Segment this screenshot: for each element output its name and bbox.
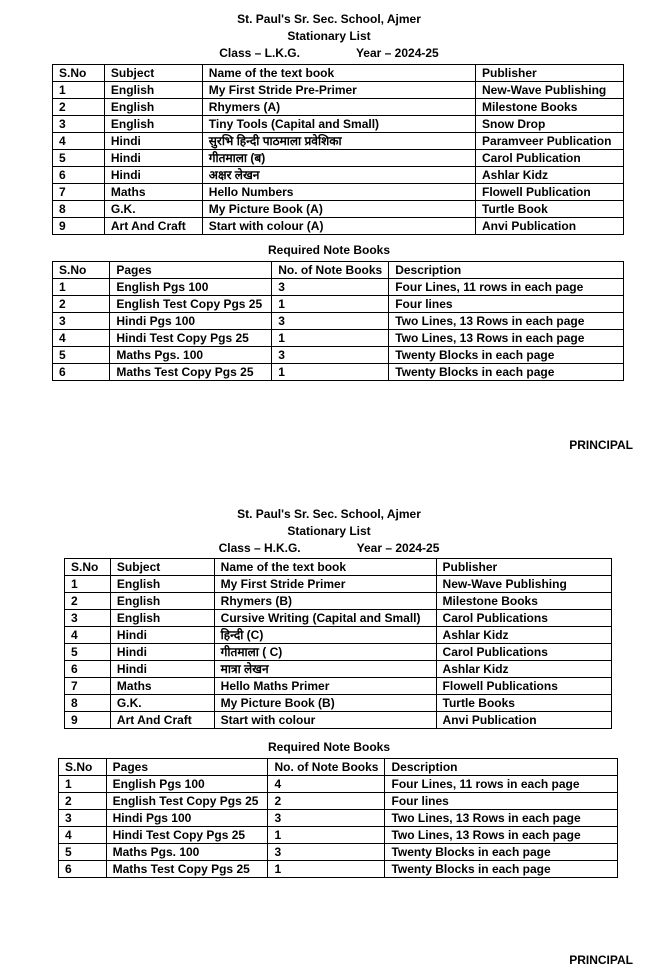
table-row — [65, 627, 612, 644]
table-cell: New-Wave Publishing — [436, 576, 611, 593]
table-cell: 7 — [65, 678, 111, 695]
table-cell: 4 — [53, 330, 110, 347]
table-cell: Ashlar Kidz — [436, 661, 611, 678]
table-cell: Milestone Books — [476, 99, 624, 116]
table-row — [59, 861, 618, 878]
table-cell: My First Stride Pre-Primer — [202, 82, 475, 99]
column-header: Description — [389, 262, 624, 279]
table-cell: गीतमाला ( C) — [214, 644, 436, 661]
table-row — [53, 201, 624, 218]
column-header: No. of Note Books — [272, 262, 389, 279]
table-cell: English Pgs 100 — [106, 776, 268, 793]
table-row — [59, 844, 618, 861]
table-cell: Ashlar Kidz — [476, 167, 624, 184]
table-cell: Four lines — [385, 793, 618, 810]
class-year-line — [0, 540, 658, 557]
year-label: Year – 2024-25 — [356, 541, 440, 555]
table-row — [53, 150, 624, 167]
table-cell: 2 — [268, 793, 385, 810]
class-label: Class – L.K.G. — [219, 46, 300, 60]
table-cell: English — [110, 593, 214, 610]
column-header: Subject — [104, 65, 202, 82]
table-cell: 3 — [268, 810, 385, 827]
table-row — [65, 712, 612, 729]
table-row — [53, 167, 624, 184]
column-header: Pages — [106, 759, 268, 776]
table-row — [65, 644, 612, 661]
table-cell: Rhymers (A) — [202, 99, 475, 116]
table-cell: Maths Pgs. 100 — [106, 844, 268, 861]
table-cell: Hindi Test Copy Pgs 25 — [106, 827, 268, 844]
table-cell: Maths Test Copy Pgs 25 — [110, 364, 272, 381]
hkg-books-table — [64, 558, 612, 729]
column-header: S.No — [59, 759, 107, 776]
table-cell: 3 — [272, 279, 389, 296]
table-cell: Start with colour (A) — [202, 218, 475, 235]
table-cell: Carol Publications — [436, 644, 611, 661]
table-row — [59, 810, 618, 827]
table-cell: English — [104, 116, 202, 133]
table-cell: 1 — [53, 279, 110, 296]
table-row — [53, 313, 624, 330]
column-header: No. of Note Books — [268, 759, 385, 776]
hkg-notebooks-title: Required Note Books — [267, 740, 390, 754]
table-cell: Hindi — [104, 167, 202, 184]
table-cell: 2 — [53, 99, 105, 116]
table-cell: 5 — [53, 150, 105, 167]
column-header: Publisher — [476, 65, 624, 82]
table-cell: 1 — [65, 576, 111, 593]
table-cell: Maths — [110, 678, 214, 695]
table-cell: Anvi Publication — [476, 218, 624, 235]
table-cell: Twenty Blocks in each page — [389, 347, 624, 364]
table-cell: Two Lines, 13 Rows in each page — [385, 827, 618, 844]
table-cell: Two Lines, 13 Rows in each page — [385, 810, 618, 827]
lkg-notebooks-table — [52, 261, 624, 381]
table-cell: Hindi — [110, 661, 214, 678]
table-row — [53, 279, 624, 296]
table-cell: 3 — [65, 610, 111, 627]
table-cell: English — [110, 576, 214, 593]
table-cell: Carol Publication — [476, 150, 624, 167]
hkg-principal-signature: PRINCIPAL — [569, 953, 633, 967]
table-row — [53, 218, 624, 235]
table-cell: 9 — [53, 218, 105, 235]
table-cell: G.K. — [110, 695, 214, 712]
hkg-notebooks-table — [58, 758, 618, 878]
table-row — [65, 661, 612, 678]
table-cell: Twenty Blocks in each page — [389, 364, 624, 381]
table-row — [53, 184, 624, 201]
table-cell: 4 — [53, 133, 105, 150]
table-cell: Four lines — [389, 296, 624, 313]
table-cell: Flowell Publications — [436, 678, 611, 695]
table-cell: सुरभि हिन्दी पाठमाला प्रवेशिका — [202, 133, 475, 150]
table-row — [59, 776, 618, 793]
table-row — [59, 793, 618, 810]
table-cell: English — [104, 99, 202, 116]
table-cell: 8 — [53, 201, 105, 218]
table-cell: 6 — [53, 167, 105, 184]
school-name: St. Paul's Sr. Sec. School, Ajmer — [237, 12, 421, 26]
table-cell: 9 — [65, 712, 111, 729]
table-cell: Twenty Blocks in each page — [385, 861, 618, 878]
table-row — [53, 99, 624, 116]
table-cell: Maths Test Copy Pgs 25 — [106, 861, 268, 878]
column-header: Name of the text book — [214, 559, 436, 576]
school-name: St. Paul's Sr. Sec. School, Ajmer — [237, 507, 421, 521]
table-cell: 4 — [59, 827, 107, 844]
table-cell: 1 — [53, 82, 105, 99]
table-cell: 3 — [272, 313, 389, 330]
table-cell: My First Stride Primer — [214, 576, 436, 593]
table-cell: 4 — [65, 627, 111, 644]
table-cell: Rhymers (B) — [214, 593, 436, 610]
table-cell: Paramveer Publication — [476, 133, 624, 150]
class-label: Class – H.K.G. — [218, 541, 301, 555]
table-cell: Art And Craft — [110, 712, 214, 729]
table-cell: New-Wave Publishing — [476, 82, 624, 99]
table-cell: Twenty Blocks in each page — [385, 844, 618, 861]
table-row — [53, 296, 624, 313]
table-row — [65, 678, 612, 695]
table-cell: Turtle Book — [476, 201, 624, 218]
table-cell: Ashlar Kidz — [436, 627, 611, 644]
table-cell: English Test Copy Pgs 25 — [110, 296, 272, 313]
table-cell: 3 — [272, 347, 389, 364]
table-row — [53, 330, 624, 347]
table-cell: 1 — [268, 827, 385, 844]
table-cell: Hindi — [104, 150, 202, 167]
table-row — [65, 593, 612, 610]
table-cell: English Pgs 100 — [110, 279, 272, 296]
table-row — [65, 610, 612, 627]
table-row — [65, 576, 612, 593]
table-cell: Hello Numbers — [202, 184, 475, 201]
table-cell: Hindi Pgs 100 — [110, 313, 272, 330]
table-cell: Start with colour — [214, 712, 436, 729]
column-header: Publisher — [436, 559, 611, 576]
table-cell: Maths Pgs. 100 — [110, 347, 272, 364]
table-cell: हिन्दी (C) — [214, 627, 436, 644]
hkg-header — [0, 506, 658, 557]
table-cell: 6 — [59, 861, 107, 878]
table-cell: Four Lines, 11 rows in each page — [389, 279, 624, 296]
table-header-row — [59, 759, 618, 776]
column-header: Subject — [110, 559, 214, 576]
table-cell: Milestone Books — [436, 593, 611, 610]
table-cell: G.K. — [104, 201, 202, 218]
table-cell: 8 — [65, 695, 111, 712]
table-cell: 2 — [53, 296, 110, 313]
table-cell: Art And Craft — [104, 218, 202, 235]
table-cell: 5 — [53, 347, 110, 364]
table-cell: 5 — [65, 644, 111, 661]
table-cell: Hello Maths Primer — [214, 678, 436, 695]
table-cell: Carol Publications — [436, 610, 611, 627]
column-header: Name of the text book — [202, 65, 475, 82]
lkg-notebooks-title: Required Note Books — [267, 243, 390, 257]
table-cell: अक्षर लेखन — [202, 167, 475, 184]
table-cell: English Test Copy Pgs 25 — [106, 793, 268, 810]
table-header-row — [65, 559, 612, 576]
table-row — [53, 133, 624, 150]
table-cell: Hindi Test Copy Pgs 25 — [110, 330, 272, 347]
table-cell: 3 — [268, 844, 385, 861]
table-row — [65, 695, 612, 712]
table-cell: Hindi — [104, 133, 202, 150]
table-cell: गीतमाला (ब) — [202, 150, 475, 167]
column-header: Pages — [110, 262, 272, 279]
table-cell: 1 — [268, 861, 385, 878]
table-cell: Flowell Publication — [476, 184, 624, 201]
list-title: Stationary List — [287, 29, 371, 43]
table-cell: 6 — [65, 661, 111, 678]
table-cell: 7 — [53, 184, 105, 201]
table-header-row — [53, 262, 624, 279]
table-cell: Snow Drop — [476, 116, 624, 133]
table-row — [53, 347, 624, 364]
table-cell: Four Lines, 11 rows in each page — [385, 776, 618, 793]
table-cell: English — [110, 610, 214, 627]
table-header-row — [53, 65, 624, 82]
table-cell: Two Lines, 13 Rows in each page — [389, 330, 624, 347]
table-cell: My Picture Book (B) — [214, 695, 436, 712]
table-row — [53, 116, 624, 133]
table-cell: Hindi — [110, 627, 214, 644]
lkg-principal-signature: PRINCIPAL — [569, 438, 633, 452]
column-header: S.No — [65, 559, 111, 576]
column-header: Description — [385, 759, 618, 776]
table-row — [59, 827, 618, 844]
table-cell: 4 — [268, 776, 385, 793]
table-cell: Tiny Tools (Capital and Small) — [202, 116, 475, 133]
table-cell: 3 — [59, 810, 107, 827]
table-cell: 2 — [59, 793, 107, 810]
table-cell: 5 — [59, 844, 107, 861]
column-header: S.No — [53, 65, 105, 82]
table-cell: 3 — [53, 313, 110, 330]
column-header: S.No — [53, 262, 110, 279]
table-cell: Hindi Pgs 100 — [106, 810, 268, 827]
table-cell: 3 — [53, 116, 105, 133]
table-cell: Turtle Books — [436, 695, 611, 712]
table-cell: 1 — [59, 776, 107, 793]
table-cell: मात्रा लेखन — [214, 661, 436, 678]
table-cell: 6 — [53, 364, 110, 381]
table-cell: 1 — [272, 330, 389, 347]
table-cell: 1 — [272, 364, 389, 381]
table-row — [53, 82, 624, 99]
lkg-header — [0, 11, 658, 62]
table-cell: English — [104, 82, 202, 99]
table-cell: Anvi Publication — [436, 712, 611, 729]
list-title: Stationary List — [287, 524, 371, 538]
year-label: Year – 2024-25 — [355, 46, 439, 60]
table-cell: Maths — [104, 184, 202, 201]
lkg-books-table — [52, 64, 624, 235]
table-cell: Hindi — [110, 644, 214, 661]
table-cell: 1 — [272, 296, 389, 313]
table-cell: 2 — [65, 593, 111, 610]
table-row — [53, 364, 624, 381]
table-cell: Cursive Writing (Capital and Small) — [214, 610, 436, 627]
table-cell: Two Lines, 13 Rows in each page — [389, 313, 624, 330]
table-cell: My Picture Book (A) — [202, 201, 475, 218]
class-year-line — [0, 45, 658, 62]
